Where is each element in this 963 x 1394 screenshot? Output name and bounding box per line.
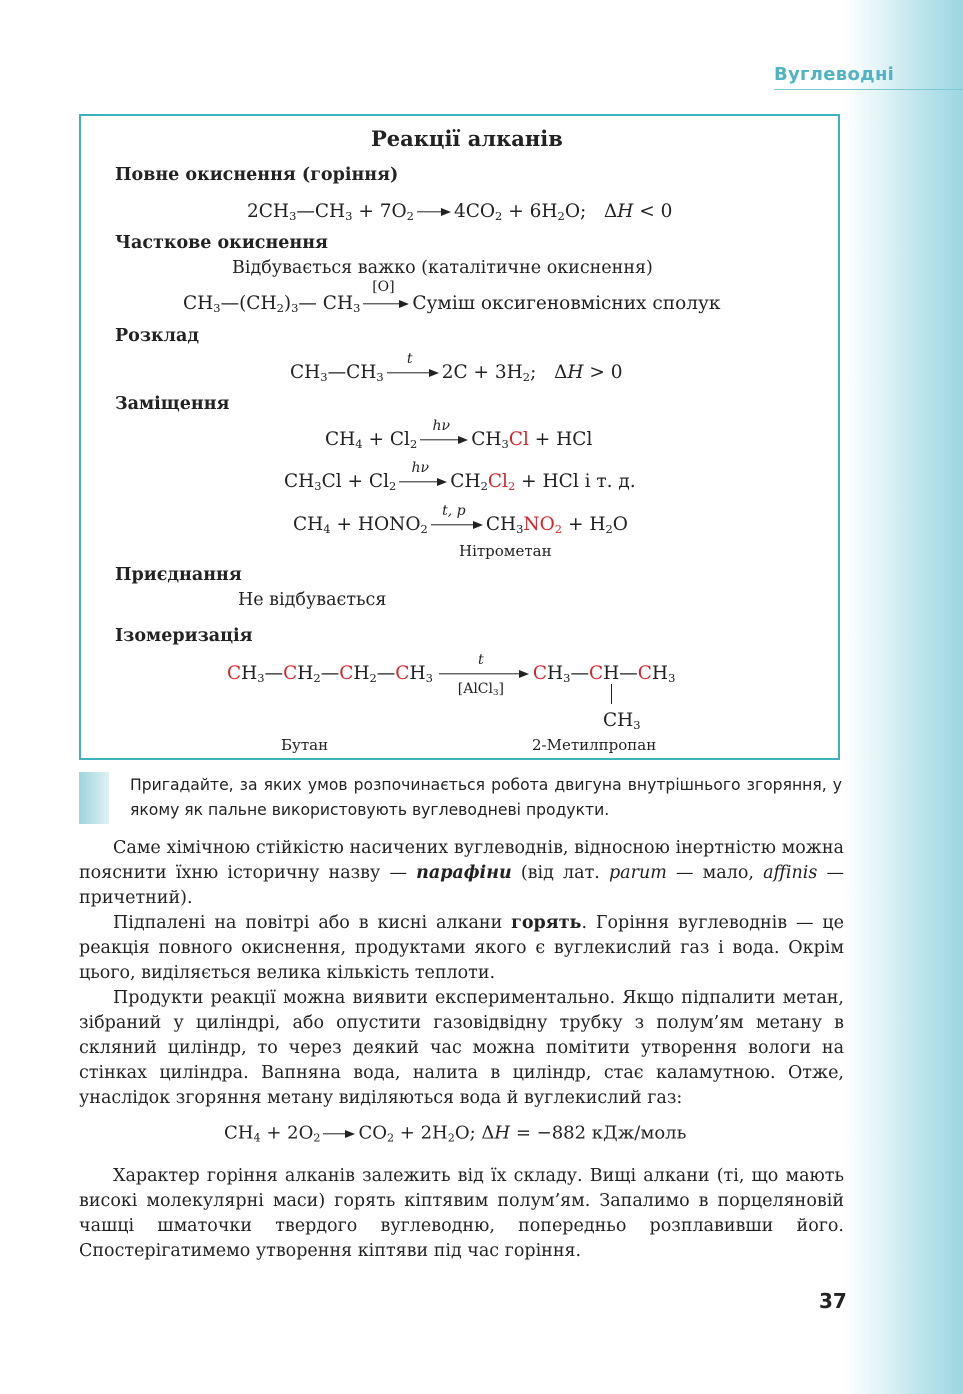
equation-nitration: $CH_4$ + $HONO_2$ t, p $CH_3NO_2 + H_2O$ <box>293 503 628 536</box>
eq-left-part: 2CH <box>247 201 290 223</box>
body-text-upper <box>79 836 844 1111</box>
box-title: Реакції алканів <box>371 126 563 151</box>
equation-substitution-1: $CH_4 + Cl_2$ hν $CH_3Cl$ + HCl <box>325 418 593 451</box>
callout-question: Пригадайте, за яких умов розпочинається робота двигуна внутрішнього згоряння, у якому як пальне використовують вуглеводневі продукти. <box>130 776 842 819</box>
paragraph-4: Характер горіння алканів залежить від їх складу. Вищі алкани (ті, що мають високі молекулярні маси) горять кіптявим полум’ям. Запалимо в порцеляновій чашці шматочки твердого вуглеводню, попередньо розплавивши його. Спостерігатимемо утворення кіптяви під час горіння. <box>79 1166 844 1261</box>
equation-full-oxidation: $2CH_3—CH_3 + 7O_2$ $4CO_2 + 6H_2O$; ΔH < 0 <box>247 201 673 223</box>
reaction-arrow-light <box>420 418 468 452</box>
paragraph-2: Підпалені на повітрі або в кисні алкани горять. Горіння вуглеводнів — це реакція повного окиснення, продуктами якого є вуглекислий газ і вода. Окрім цього, виділяється велика кількість теплоти. <box>79 913 844 983</box>
term-paraffins: парафіни <box>416 863 512 883</box>
paragraph-1: Саме хімічною стійкістю насичених вуглеводнів, відносною інертністю можна пояснити їхню історичну назву — парафіни (від лат. parum — мало, affinis — причетний). <box>79 838 844 908</box>
methyl-branch: $CH_3$ <box>603 710 641 732</box>
substitution-2-tail: + HCl і т. д. <box>521 471 636 493</box>
reaction-arrow-tp <box>431 503 483 537</box>
methylpropane-caption: 2-Метилпропан <box>532 736 657 754</box>
enthalpy-negative: ΔH < 0 <box>603 201 673 223</box>
reaction-arrow-light <box>399 460 447 494</box>
reaction-arrow-oxygen <box>363 279 409 316</box>
enthalpy-positive: ΔH > 0 <box>553 362 623 384</box>
heading-isomerization: Ізомеризація <box>115 626 253 646</box>
arrow-label-oxygen: [O] <box>372 279 395 295</box>
equation-isomerization: $CH_3—CH_2—CH_2—CH_3$ t [AlCl$_3$] $CH_3—CH—CH_3$ <box>227 652 676 699</box>
addition-note: Не відбувається <box>238 590 387 610</box>
body-text-lower <box>79 1164 844 1264</box>
arrow-label-t: t <box>406 351 413 367</box>
partial-oxidation-product: Суміш оксигеновмісних сполук <box>412 293 721 315</box>
partial-oxidation-note: Відбувається важко (каталітичне окиснення) <box>232 258 653 278</box>
latin-affinis: affinis <box>763 863 818 883</box>
heading-substitution: Заміщення <box>115 394 230 414</box>
arrow-label-hv: hν <box>432 418 450 434</box>
reaction-arrow <box>417 200 451 224</box>
paragraph-3: Продукти реакції можна виявити експериментально. Якщо підпалити метан, зібраний у циліндрі, або опустити газовідвідну трубку з полум’ям метану в скляний циліндр, то через деякий час можна помітити утворення вологи на стінках циліндра. Вапняна вода, налита в циліндр, стає каламутною. Отже, унаслідок згоряння метану виділяються вода й вуглекислий газ: <box>79 988 844 1108</box>
decorative-side-strip <box>843 0 963 1394</box>
arrow-label-tp: t, p <box>442 503 466 519</box>
reaction-arrow <box>323 1122 355 1145</box>
butane-caption: Бутан <box>281 736 329 754</box>
heading-partial-oxidation: Часткове окиснення <box>115 233 328 253</box>
arrow-label-hv: hν <box>411 460 430 476</box>
equation-partial-oxidation: $CH_3—(CH_2)_3—$ $CH_3$ [O] Суміш оксигеновмісних сполук <box>183 279 721 315</box>
heading-addition: Приєднання <box>115 565 242 585</box>
heading-full-oxidation: Повне окиснення (горіння) <box>115 165 399 185</box>
arrow-label-t: t <box>478 652 484 668</box>
reaction-arrow-heat <box>387 351 439 385</box>
header-rule <box>774 89 963 90</box>
reactions-box <box>79 114 840 760</box>
branch-bond <box>611 684 612 704</box>
methane-combustion-equation: $CH_4 + 2O_2$ $CO_2 + 2H_2O$; ΔH = −882 кДж/моль <box>224 1122 687 1145</box>
term-burn: горять <box>511 913 582 933</box>
section-header: Вуглеводні <box>774 64 895 85</box>
latin-parum: parum <box>608 863 667 883</box>
arrow-label-catalyst: [AlCl$_3$] <box>457 681 504 699</box>
combustion-enthalpy: ΔH = −882 кДж/моль <box>481 1122 687 1144</box>
reaction-arrow-catalyst <box>439 652 529 699</box>
page-number: 37 <box>819 1289 847 1313</box>
equation-substitution-2: $CH_3Cl + Cl_2$ hν $CH_2Cl_2$ + HCl і т. д. <box>284 460 636 493</box>
heading-decomposition: Розклад <box>115 326 199 346</box>
nitromethane-caption: Нітрометан <box>459 542 552 560</box>
equation-decomposition: $CH_3—CH_3$ t $2C + 3H_2$; ΔH > 0 <box>290 351 623 384</box>
callout-marker <box>79 772 109 824</box>
